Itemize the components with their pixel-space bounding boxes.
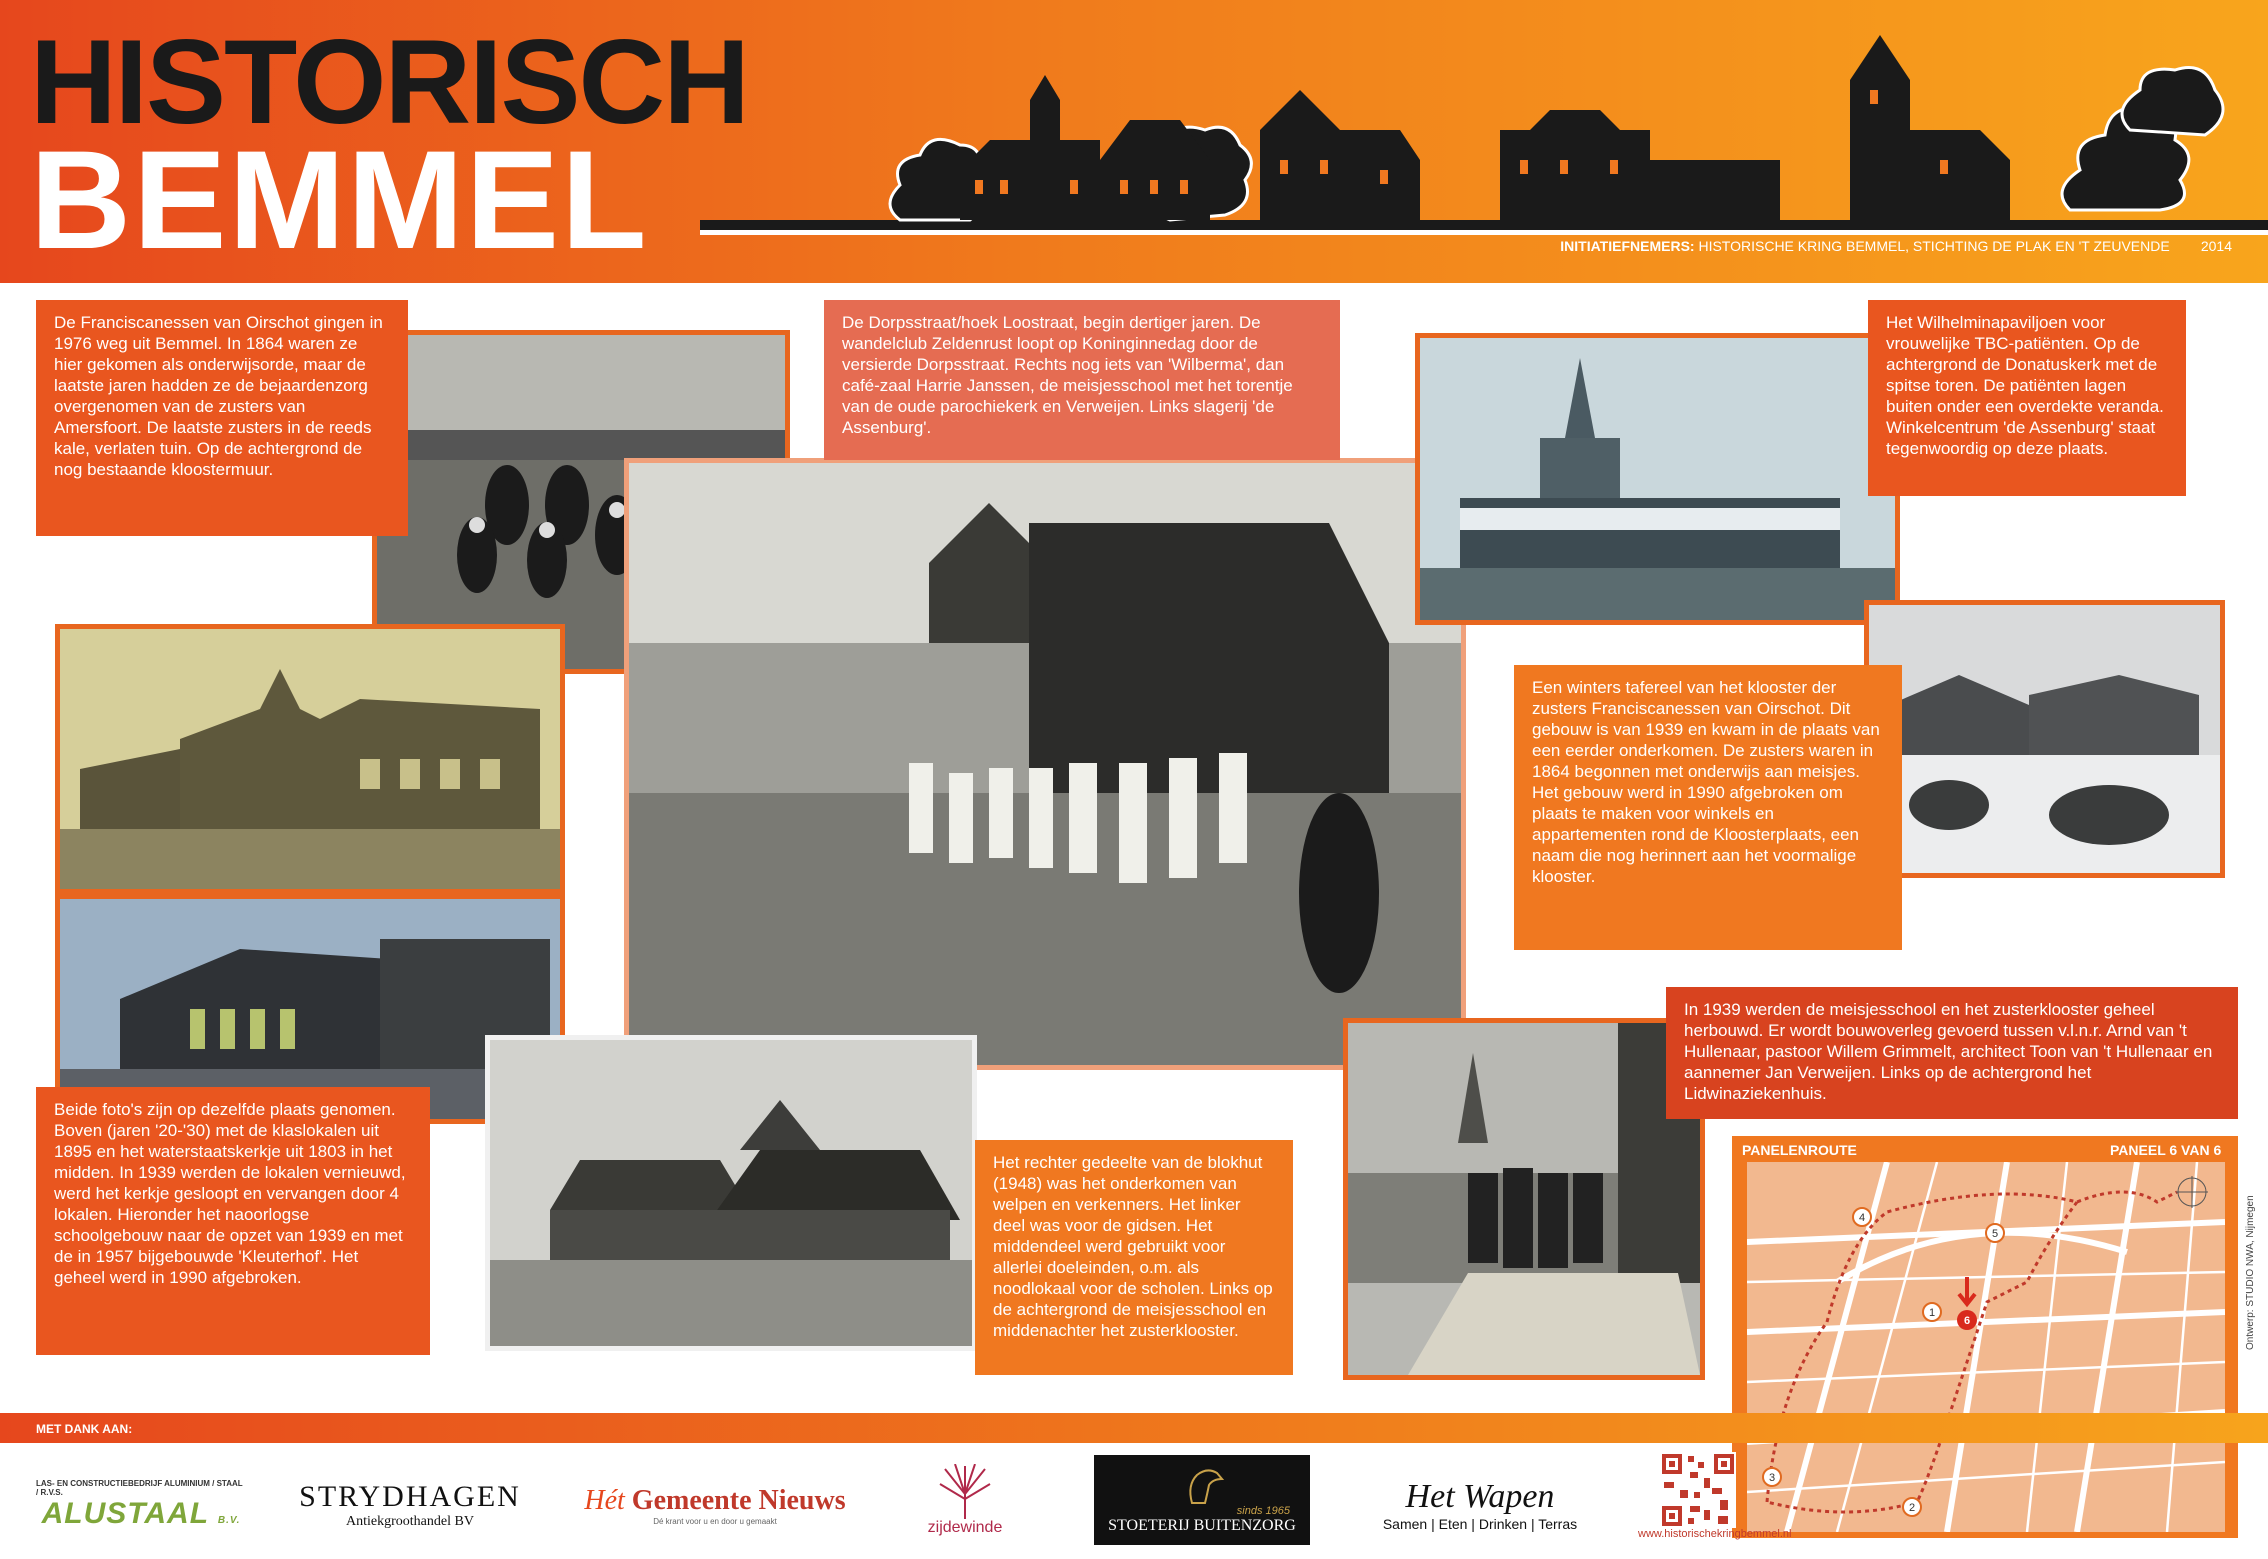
caption-dorpsstraat: De Dorpsstraat/hoek Loostraat, begin dertiger jaren. De wandelclub Zeldenrust loopt op Koninginnedag door de versierde Dorpsstraat. Rechts nog iets van 'Wilberma', dan café-zaal Harrie Janssen, de meisjesschool met het torentje van de oude parochiekerk en Verweijen. Links slagerij 'de Assenburg'. — [824, 300, 1340, 460]
photo-blokhut — [485, 1035, 977, 1351]
logo-strydhagen — [295, 1475, 525, 1535]
alustaal-bv: B.V. — [217, 1515, 241, 1526]
route-map — [1747, 1162, 2225, 1532]
photo-wilhelminapaviljoen — [1415, 333, 1900, 625]
logo-het-wapen — [1370, 1470, 1590, 1540]
horse-head-icon — [1177, 1465, 1227, 1505]
logo-stoeterij-buitenzorg — [1094, 1455, 1310, 1545]
photo-winter-convent — [1864, 600, 2225, 878]
alustaal-top: LAS- EN CONSTRUCTIEBEDRIJF ALUMINIUM / STAAL / R.V.S. — [36, 1479, 243, 1497]
logo-zijdewinde — [905, 1460, 1025, 1540]
title-historisch: HISTORISCH — [30, 15, 748, 149]
logo-alustaal — [36, 1475, 246, 1535]
zijdewinde-name: zijdewinde — [927, 1518, 1003, 1536]
photo-dorpsstraat-parade — [624, 458, 1466, 1070]
thanks-label: MET DANK AAN: — [36, 1422, 133, 1436]
wapen-sub: Samen | Eten | Drinken | Terras — [1382, 1516, 1578, 1532]
website-link[interactable]: www.historischekringbemmel.nl — [1638, 1528, 1792, 1540]
photo-building-meeting — [1343, 1018, 1705, 1380]
footer-bar — [0, 1413, 2268, 1443]
wapen-name: Het Wapen — [1405, 1478, 1555, 1515]
panel-number-label: PANEEL 6 VAN 6 — [2110, 1142, 2222, 1158]
stop-2: 2 — [1908, 1502, 1916, 1514]
caption-beide-fotos: Beide foto's zijn op dezelfde plaats genomen. Boven (jaren '20-'30) met de klaslokalen uit 1895 en het waterstaatskerkje uit 1803 in het midden. In 1939 werden de lokalen vernieuwd, werd het kerkje gesloopt en vervangen door 4 lokalen. Hieronder het naoorlogse schoolgebouw naar de opzet van 1939 en met de in 1957 bijgebouwde 'Kleuterhof'. Het geheel werd in 1990 afgebroken. — [36, 1087, 430, 1355]
caption-herbouwd: In 1939 werden de meisjesschool en het zusterklooster geheel herbouwd. Er wordt bouwoverleg gevoerd tussen v.l.n.r. Arnd van 't Hullenaar, pastoor Willem Grimmelt, architect Toon van 't Hullenaar en aannemer Jan Verweijen. Links op de achtergrond het Lidwinaziekenhuis. — [1666, 987, 2238, 1119]
initiators-label: INITIATIEFNEMERS: — [1560, 238, 1695, 254]
initiators-line — [1560, 238, 2232, 254]
caption-wilhelminapaviljoen: Het Wilhelminapaviljoen voor vrouwelijke TBC-patiënten. Op de achtergrond de Donatuskerk met de spitse toren. De patiënten lagen buiten onder een overdekte veranda. Winkelcentrum 'de Assenburg' staat tegenwoordig op deze plaats. — [1868, 300, 2186, 496]
initiators-text: HISTORISCHE KRING BEMMEL, STICHTING DE PLAK EN 'T ZEUVENDE — [1698, 238, 2170, 254]
stop-6-current: 6 — [1963, 1315, 1971, 1327]
zijdewinde-tree-icon — [935, 1464, 995, 1519]
stoeterij-name: STOETERIJ BUITENZORG — [1108, 1517, 1296, 1534]
caption-winter-convent: Een winters tafereel van het klooster der zusters Franciscanessen van Oirschot. Dit gebouw is van 1939 en kwam in de plaats van een eerder onderkomen. De zusters waren in 1864 begonnen met onderwijs aan meisjes. Het gebouw werd in 1990 afgebroken om plaats te maken voor winkels en appartementen rond de Kloosterplaats, een naam die nog herinnert aan het voormalige klooster. — [1514, 665, 1902, 950]
stoeterij-since: sinds 1965 — [1236, 1505, 1290, 1517]
caption-franciscanessen: De Franciscanessen van Oirschot gingen in 1976 weg uit Bemmel. In 1864 waren ze hier gekomen als onderwijsorde, maar de laatste jaren hadden ze de bejaardenzorg overgenomen van de zusters van Amersfoort. De laatste zusters in de reeds kale, verlaten tuin. Op de achtergrond de nog bestaande kloostermuur. — [36, 300, 408, 536]
title-bemmel: BEMMEL — [30, 121, 649, 278]
village-skyline-silhouette — [700, 20, 2268, 235]
gemeente-het: Hét — [584, 1484, 625, 1516]
stop-3: 3 — [1768, 1472, 1776, 1484]
gemeente-name: Gemeente Nieuws — [631, 1484, 846, 1516]
caption-blokhut: Het rechter gedeelte van de blokhut (1948) was het onderkomen van welpen en verkenners. Het linker deel was voor de gidsen. Het middendeel werd gebruikt voor allerlei doeleinden, o.m. als noodlokaal voor de scholen. Links op de achtergrond de meisjesschool en middenachter het zusterklooster. — [975, 1140, 1293, 1375]
stop-1: 1 — [1928, 1307, 1936, 1319]
design-credit: Ontwerp: STUDIO NWA, Nijmegen — [2245, 1195, 2256, 1350]
stop-4: 4 — [1858, 1212, 1866, 1224]
photo-old-school — [55, 624, 565, 894]
route-label: PANELENROUTE — [1742, 1142, 1857, 1158]
strydhagen-name: STRYDHAGEN — [299, 1480, 521, 1513]
logo-gemeente-nieuws — [575, 1475, 855, 1535]
stop-5: 5 — [1991, 1228, 1999, 1240]
gemeente-sub: Dé krant voor u en door u gemaakt — [653, 1516, 777, 1526]
sponsor-logos — [0, 1450, 1660, 1559]
strydhagen-sub: Antiekgroothandel BV — [346, 1514, 474, 1529]
alustaal-name: ALUSTAAL — [41, 1497, 209, 1530]
qr-code-icon[interactable] — [1660, 1452, 1736, 1528]
year-label: 2014 — [2200, 238, 2232, 254]
